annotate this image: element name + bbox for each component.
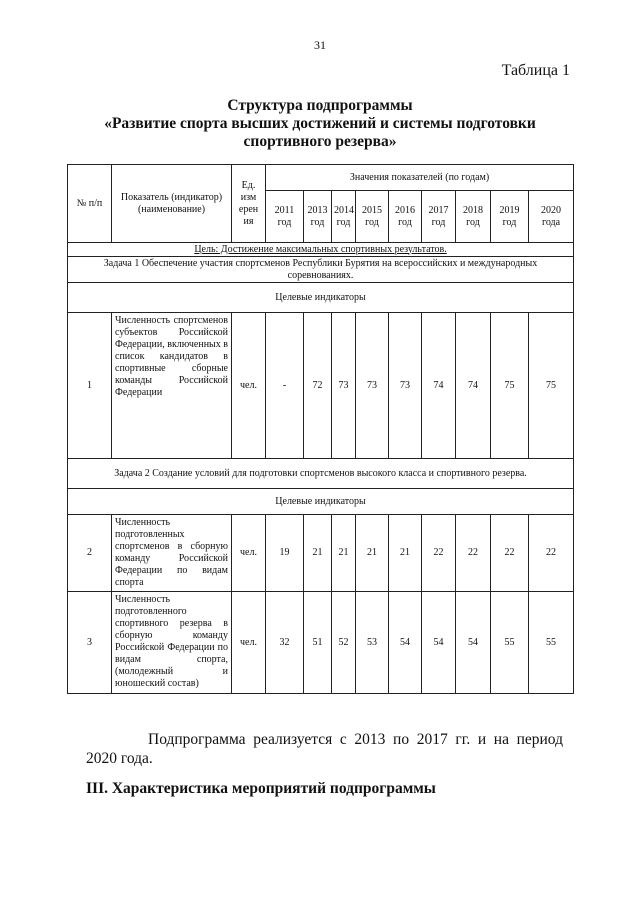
table-row — [68, 313, 574, 459]
row-value: 75 — [529, 313, 574, 459]
table-row — [68, 515, 574, 592]
header-values-group: Значения показателей (по годам) — [266, 165, 574, 191]
row-indicator: Численность подготовленного спортивного резерва в сборную команду Российской Федерации по видам спорта, (молодежный и юношеский состав) — [112, 592, 232, 694]
row-value: 54 — [456, 592, 491, 694]
closing-paragraph: Подпрограмма реализуется с 2013 по 2017 гг. и на период 2020 года. — [86, 731, 563, 767]
row-value: 21 — [332, 515, 356, 592]
row-value: 73 — [332, 313, 356, 459]
row-value: 72 — [304, 313, 332, 459]
row-indicator: Численность спортсменов субъектов Российской Федерации, включенных в список кандидатов в спортивные сборные команды Российской Федерации — [112, 313, 232, 459]
indicators-table — [67, 164, 574, 694]
row-value: 53 — [356, 592, 389, 694]
row-num: 2 — [68, 515, 112, 592]
row-value: 75 — [491, 313, 529, 459]
row-value: 74 — [422, 313, 456, 459]
row-indicator: Численность подготовленных спортсменов в сборную команду Российской Федерации по видам спорта — [112, 515, 232, 592]
row-value: 21 — [389, 515, 422, 592]
row-unit: чел. — [232, 515, 266, 592]
task-2-row: Задача 2 Создание условий для подготовки спортсменов высокого класса и спортивного резерва. — [68, 459, 574, 489]
title-line-2: «Развитие спорта высших достижений и системы подготовки — [104, 115, 536, 132]
section-heading: III. Характеристика мероприятий подпрограммы — [86, 780, 436, 797]
header-unit: Ед. изм ерен ия — [232, 165, 266, 243]
header-year: 2011 год — [266, 191, 304, 243]
header-year: 2016 год — [389, 191, 422, 243]
row-value: 73 — [389, 313, 422, 459]
row-value: 22 — [422, 515, 456, 592]
row-value: 52 — [332, 592, 356, 694]
row-value: 21 — [356, 515, 389, 592]
goal-row: Цель: Достижение максимальных спортивных результатов. — [68, 243, 574, 257]
row-unit: чел. — [232, 592, 266, 694]
targets-label-row: Целевые индикаторы — [68, 489, 574, 515]
task-1-row: Задача 1 Обеспечение участия спортсменов Республики Бурятия на всероссийских и международных соревнованиях. — [68, 257, 574, 283]
table-row — [68, 592, 574, 694]
row-value: 32 — [266, 592, 304, 694]
document-title — [60, 97, 580, 151]
row-num: 1 — [68, 313, 112, 459]
row-value: - — [266, 313, 304, 459]
header-num: № п/п — [68, 165, 112, 243]
header-year: 2013 год — [304, 191, 332, 243]
row-value: 55 — [529, 592, 574, 694]
header-indicator: Показатель (индикатор) (наименование) — [112, 165, 232, 243]
row-value: 73 — [356, 313, 389, 459]
row-value: 51 — [304, 592, 332, 694]
header-year: 2019 год — [491, 191, 529, 243]
row-value: 22 — [529, 515, 574, 592]
row-num: 3 — [68, 592, 112, 694]
title-line-1: Структура подпрограммы — [227, 97, 413, 114]
row-value: 22 — [491, 515, 529, 592]
row-value: 22 — [456, 515, 491, 592]
header-year: 2018 год — [456, 191, 491, 243]
row-value: 21 — [304, 515, 332, 592]
page-number: 31 — [314, 38, 326, 52]
targets-label-row: Целевые индикаторы — [68, 283, 574, 313]
row-value: 55 — [491, 592, 529, 694]
row-value: 19 — [266, 515, 304, 592]
title-line-3: спортивного резерва» — [243, 133, 397, 150]
row-value: 54 — [422, 592, 456, 694]
header-year: 2015 год — [356, 191, 389, 243]
row-unit: чел. — [232, 313, 266, 459]
header-year: 2014 год — [332, 191, 356, 243]
header-year: 2020 года — [529, 191, 574, 243]
table-label: Таблица 1 — [501, 62, 570, 79]
row-value: 54 — [389, 592, 422, 694]
header-year: 2017 год — [422, 191, 456, 243]
row-value: 74 — [456, 313, 491, 459]
